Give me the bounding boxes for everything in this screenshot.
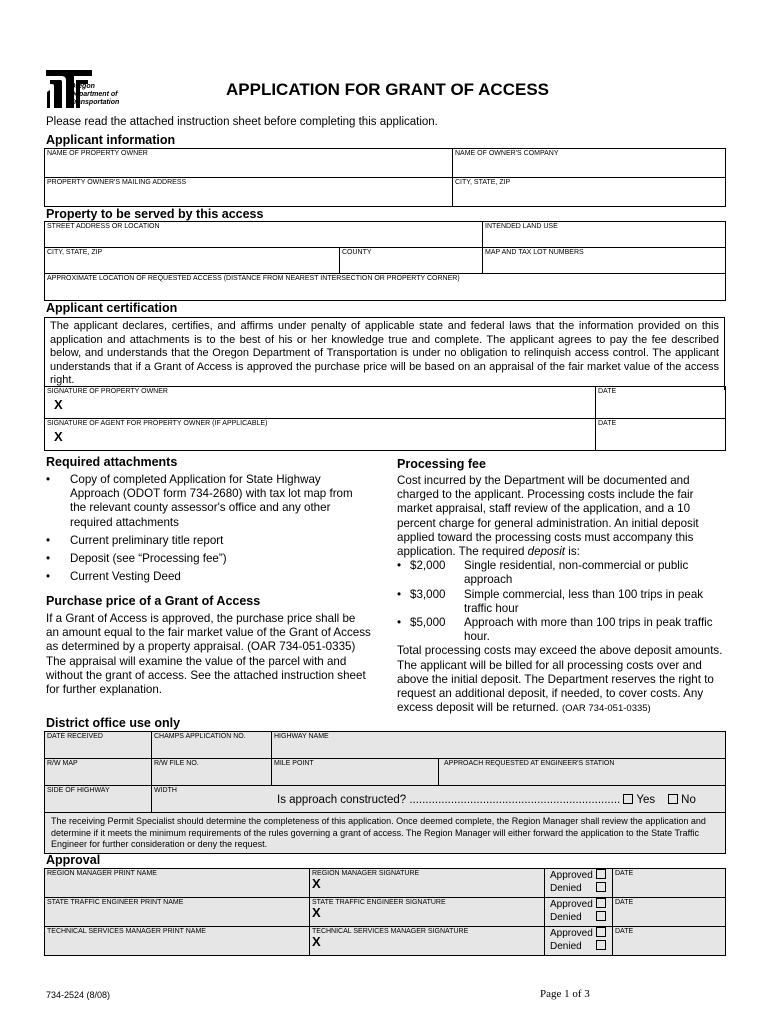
fee-desc: Approach with more than 100 trips in peak traffic hour. [464, 616, 713, 644]
field-label: COUNTY [342, 249, 372, 256]
field-label: REGION MANAGER PRINT NAME [47, 870, 157, 877]
list-item [46, 552, 371, 566]
field-label: SIGNATURE OF AGENT FOR PROPERTY OWNER (IF APPLICABLE) [47, 420, 268, 427]
field-label: SIGNATURE OF PROPERTY OWNER [47, 388, 168, 395]
fee-desc: Single residential, non-commercial or public approach [464, 559, 689, 587]
denied-label: Denied [550, 912, 582, 923]
agency-name [70, 83, 119, 107]
approved-checkbox[interactable] [596, 869, 606, 879]
field-label: DATE [615, 928, 634, 935]
traffic-engineer-date-field[interactable] [613, 898, 726, 927]
land-use-field[interactable] [483, 222, 726, 248]
side-highway-field[interactable] [45, 786, 152, 813]
field-label: MAP AND TAX LOT NUMBERS [485, 249, 584, 256]
approach-constructed-question: Is approach constructed? .................................................................. [277, 794, 621, 806]
page-number: Page 1 of 3 [540, 988, 590, 1000]
approved-label: Approved [550, 870, 593, 881]
access-location-field[interactable] [45, 274, 726, 301]
list-item-text: Deposit (see “Processing fee”) [70, 552, 227, 566]
mile-point-field[interactable] [272, 759, 439, 786]
denied-checkbox[interactable] [596, 882, 606, 892]
map-tax-lot-field[interactable] [483, 248, 726, 274]
purchase-text: If a Grant of Access is approved, the purchase price shall be an amount equal to the fair market value of the Grant of Access as determined by a property appraisal. (OAR 734-051-0335) The appraisal will examine the value of the parcel with and without the grant of access. See the attached instruction sheet for further explanation. [46, 612, 371, 697]
denied-checkbox[interactable] [596, 911, 606, 921]
traffic-engineer-signature-field[interactable] [310, 898, 545, 927]
denied-option[interactable] [550, 940, 612, 953]
odot-logo [44, 66, 134, 112]
certification-heading: Applicant certification [46, 301, 178, 315]
denied-checkbox[interactable] [596, 940, 606, 950]
field-label: TECHNICAL SERVICES MANAGER SIGNATURE [312, 928, 469, 935]
field-label: APPROXIMATE LOCATION OF REQUESTED ACCESS (DISTANCE FROM NEAREST INTERSECTION OR PROPERTY CORNER) [47, 275, 460, 282]
bullet: • [46, 570, 51, 584]
approval-table [44, 868, 726, 956]
signature-x-mark: X [54, 397, 63, 412]
list-item [46, 570, 371, 584]
highway-name-field[interactable] [272, 732, 726, 759]
field-label: CITY, STATE, ZIP [47, 249, 103, 256]
field-label: R/W MAP [47, 760, 78, 767]
field-label: MILE POINT [274, 760, 314, 767]
field-label: WIDTH [154, 787, 177, 794]
agent-date-field[interactable] [596, 419, 726, 451]
denied-option[interactable] [550, 882, 612, 895]
field-label: REGION MANAGER SIGNATURE [312, 870, 420, 877]
field-label: PROPERTY OWNER'S MAILING ADDRESS [47, 179, 187, 186]
approach-station-field[interactable] [439, 759, 726, 786]
region-manager-date-field[interactable] [613, 869, 726, 898]
list-item-text: Current Vesting Deed [70, 570, 181, 584]
tech-services-date-field[interactable] [613, 927, 726, 956]
approval-choice [545, 869, 613, 898]
agency-line: Transportation [70, 99, 120, 106]
owner-date-field[interactable] [596, 387, 726, 419]
bullet: • [46, 552, 51, 566]
field-label: SIDE OF HIGHWAY [47, 787, 110, 794]
list-item [46, 473, 371, 530]
region-manager-signature-field[interactable] [310, 869, 545, 898]
rw-file-field[interactable] [152, 759, 272, 786]
fee-intro [397, 474, 727, 559]
form-number: 734-2524 (8/08) [46, 990, 111, 1000]
field-label: DATE [615, 870, 634, 877]
district-table [44, 731, 726, 854]
approved-option[interactable] [550, 869, 612, 882]
fee-block [397, 474, 727, 716]
bullet: • [46, 473, 51, 486]
field-label: DATE [615, 899, 634, 906]
bullet: • [46, 533, 51, 547]
no-label: No [681, 794, 696, 806]
field-label: DATE RECEIVED [47, 733, 103, 740]
fee-oar-ref: (OAR 734-051-0335) [562, 703, 651, 715]
date-received-field[interactable] [45, 732, 152, 759]
champs-no-field[interactable] [152, 732, 272, 759]
fee-intro-emphasis: deposit [527, 545, 566, 559]
fee-intro-text: Cost incurred by the Department will be documented and charged to the applicant. Processing costs include the fair market appraisal, staff review of the application, and a 10 percent charge for general administration. An initial deposit applied toward the processing costs must accompany this application. The required [397, 474, 699, 559]
traffic-engineer-print-field[interactable] [45, 898, 310, 927]
yes-checkbox[interactable] [623, 794, 633, 804]
approved-option[interactable] [550, 898, 612, 911]
fee-tier [397, 588, 727, 616]
approved-label: Approved [550, 928, 593, 939]
district-heading: District office use only [46, 716, 181, 730]
mailing-address-field[interactable] [45, 178, 453, 207]
field-label: R/W FILE NO. [154, 760, 199, 767]
property-city-field[interactable] [45, 248, 340, 274]
company-name-field[interactable] [453, 149, 726, 178]
approval-choice [545, 927, 613, 956]
rw-map-field[interactable] [45, 759, 152, 786]
intro-text: Please read the attached instruction sheet before completing this application. [46, 116, 438, 128]
list-item-text: Current preliminary title report [70, 533, 224, 547]
denied-label: Denied [550, 883, 582, 894]
field-label: DATE [598, 420, 617, 427]
field-label: DATE [598, 388, 617, 395]
field-label: TECHNICAL SERVICES MANAGER PRINT NAME [47, 928, 206, 935]
signature-x-mark: X [312, 934, 321, 949]
fee-amount: $5,000 [410, 616, 446, 630]
approved-label: Approved [550, 899, 593, 910]
field-label: STREET ADDRESS OR LOCATION [47, 223, 160, 230]
field-label: STATE TRAFFIC ENGINEER SIGNATURE [312, 899, 446, 906]
list-item [46, 534, 371, 548]
fee-closing [397, 644, 727, 716]
applicant-info-table [44, 148, 726, 207]
bullet: • [397, 559, 402, 573]
denied-option[interactable] [550, 911, 612, 924]
fee-tier [397, 616, 727, 644]
field-label: INTENDED LAND USE [485, 223, 558, 230]
fee-amount: $2,000 [410, 559, 446, 573]
signature-x-mark: X [312, 876, 321, 891]
tech-services-signature-field[interactable] [310, 927, 545, 956]
approval-heading: Approval [46, 853, 101, 867]
fee-amount: $3,000 [410, 587, 446, 601]
agency-line: Oregon [70, 83, 95, 90]
yes-label: Yes [636, 794, 656, 806]
signature-x-mark: X [312, 905, 321, 920]
fee-desc: Simple commercial, less than 100 trips in peak traffic hour [464, 587, 704, 615]
bullet: • [397, 616, 402, 630]
fee-heading: Processing fee [397, 457, 486, 471]
fee-tier [397, 559, 727, 587]
owner-name-field[interactable] [45, 149, 453, 178]
field-label: HIGHWAY NAME [274, 733, 329, 740]
fee-closing-text: Total processing costs may exceed the above deposit amounts. The applicant will be billed for all processing costs over and above the initial deposit. The Department reserves the right to request an additional deposit, if needed, to cover costs. Any excess deposit will be returned. [397, 644, 723, 715]
property-heading: Property to be served by this access [46, 207, 264, 221]
signature-x-mark: X [54, 429, 63, 444]
county-field[interactable] [340, 248, 483, 274]
region-manager-print-field[interactable] [45, 869, 310, 898]
owner-city-field[interactable] [453, 178, 726, 207]
list-item-text: Copy of completed Application for State Highway Approach (ODOT form 734-2680) with tax lot map from the relevant county assessor's office and any other required attachments [70, 473, 353, 529]
approved-checkbox[interactable] [596, 927, 606, 937]
approved-checkbox[interactable] [596, 898, 606, 908]
purchase-heading: Purchase price of a Grant of Access [46, 594, 261, 608]
width-field [152, 786, 726, 813]
no-checkbox[interactable] [668, 794, 678, 804]
field-label: NAME OF PROPERTY OWNER [47, 150, 148, 157]
field-label: APPROACH REQUESTED AT ENGINEER'S STATION [444, 760, 615, 767]
approval-choice [545, 898, 613, 927]
bullet: • [397, 587, 402, 601]
agency-line: Department of [70, 91, 118, 98]
attachments-heading: Required attachments [46, 455, 178, 469]
field-label: STATE TRAFFIC ENGINEER PRINT NAME [47, 899, 184, 906]
field-label: NAME OF OWNER'S COMPANY [455, 150, 559, 157]
attachments-list [46, 473, 371, 584]
street-address-field[interactable] [45, 222, 483, 248]
fee-intro-text: is: [565, 545, 580, 559]
property-table [44, 221, 726, 301]
field-label: CHAMPS APPLICATION NO. [154, 733, 246, 740]
field-label: CITY, STATE, ZIP [455, 179, 511, 186]
signature-table [44, 386, 726, 451]
permit-note: The receiving Permit Specialist should determine the completeness of this application. Once deemed complete, the Region Manager shall review the application and determine if it meets the minimum requirements of the rules governing a grant of access. The Region Manager will either forward the application to the State Traffic Engineer for further consideration or deny the request. [45, 813, 726, 854]
form-title: APPLICATION FOR GRANT OF ACCESS [226, 80, 549, 99]
applicant-info-heading: Applicant information [46, 133, 176, 147]
approach-constructed-row [277, 794, 696, 805]
agent-signature-field[interactable] [45, 419, 596, 451]
certification-text: The applicant declares, certifies, and affirms under penalty of applicable state and federal laws that the information provided on this application and attachments is to the best of his or her knowledge true and complete. The applicant agrees to pay the fee described below, and understands that the Oregon Department of Transportation is under no obligation to relinquish access control. The applicant understands that if a Grant of Access is approved the purchase price will be based on an appraisal of the fair market value of the access right. [44, 317, 725, 390]
approved-option[interactable] [550, 927, 612, 940]
owner-signature-field[interactable] [45, 387, 596, 419]
tech-services-print-field[interactable] [45, 927, 310, 956]
denied-label: Denied [550, 941, 582, 952]
